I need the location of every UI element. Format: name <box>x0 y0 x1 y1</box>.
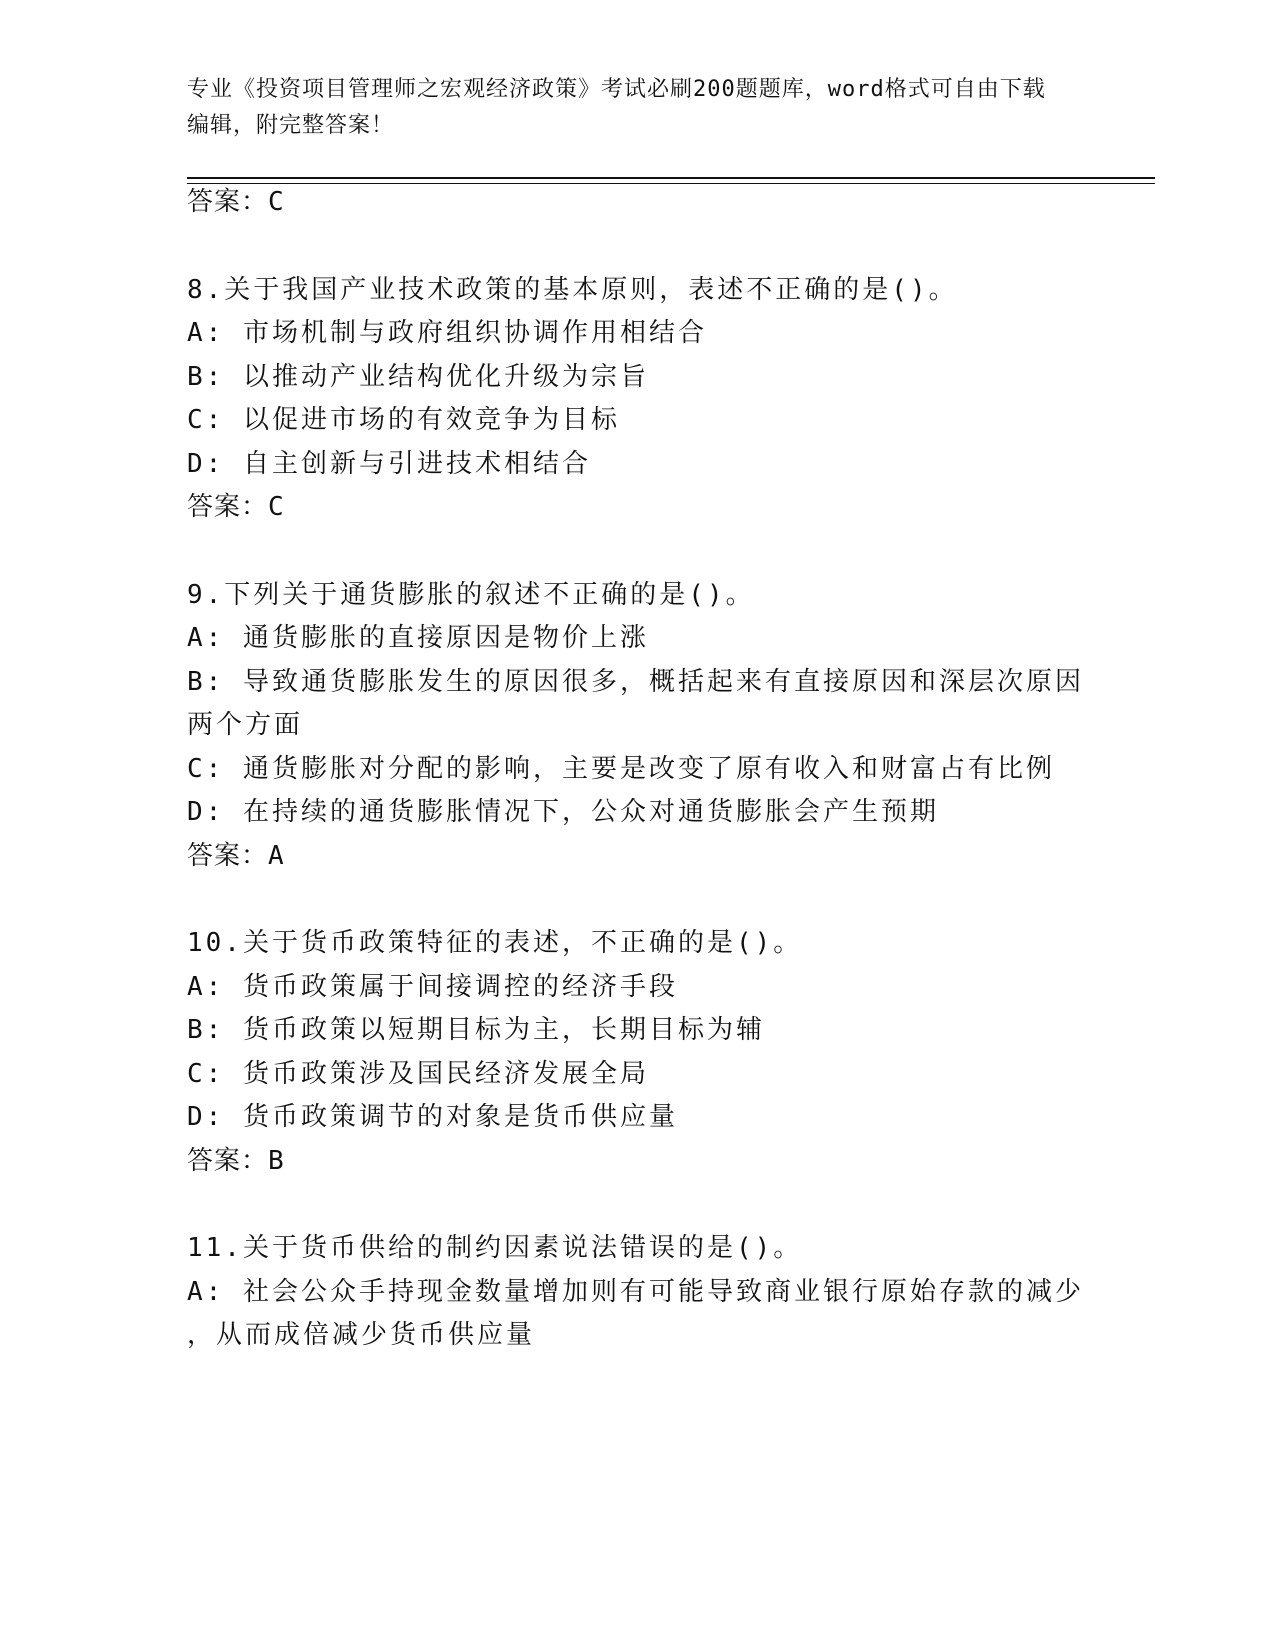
header-divider-thin <box>187 183 1155 184</box>
answer-previous: 答案：C <box>187 187 285 217</box>
option-c: C: 以促进市场的有效竞争为目标 <box>187 405 620 435</box>
option-b: B: 导致通货膨胀发生的原因很多，概括起来有直接原因和深层次原因 <box>187 667 1084 697</box>
option-d: D: 自主创新与引进技术相结合 <box>187 449 591 479</box>
question-stem: 9.下列关于通货膨胀的叙述不正确的是()。 <box>187 580 755 610</box>
option-b: B: 货币政策以短期目标为主，长期目标为辅 <box>187 1015 765 1045</box>
header-divider-thick <box>187 177 1155 179</box>
option-a-continued: ，从而成倍减少货币供应量 <box>187 1320 536 1350</box>
answer: 答案：A <box>187 841 285 871</box>
document-header: 专业《投资项目管理师之宏观经济政策》考试必刷200题题库，word格式可自由下载编辑，附完整答案！ <box>187 77 1046 138</box>
option-c: C: 货币政策涉及国民经济发展全局 <box>187 1059 649 1089</box>
option-d: D: 货币政策调节的对象是货币供应量 <box>187 1102 678 1132</box>
option-a: A: 市场机制与政府组织协调作用相结合 <box>187 318 707 348</box>
option-c: C: 通货膨胀对分配的影响，主要是改变了原有收入和财富占有比例 <box>187 754 1055 784</box>
answer: 答案：C <box>187 492 285 522</box>
option-b: B: 以推动产业结构优化升级为宗旨 <box>187 362 649 392</box>
answer: 答案：B <box>187 1146 285 1176</box>
option-a: A: 社会公众手持现金数量增加则有可能导致商业银行原始存款的减少 <box>187 1277 1084 1307</box>
question-stem: 11.关于货币供给的制约因素说法错误的是()。 <box>187 1233 803 1263</box>
question-stem: 10.关于货币政策特征的表述，不正确的是()。 <box>187 928 803 958</box>
option-a: A: 货币政策属于间接调控的经济手段 <box>187 972 678 1002</box>
option-a: A: 通货膨胀的直接原因是物价上涨 <box>187 623 649 653</box>
question-stem: 8.关于我国产业技术政策的基本原则，表述不正确的是()。 <box>187 275 958 305</box>
option-d: D: 在持续的通货膨胀情况下，公众对通货膨胀会产生预期 <box>187 797 939 827</box>
option-b-continued: 两个方面 <box>187 710 304 740</box>
